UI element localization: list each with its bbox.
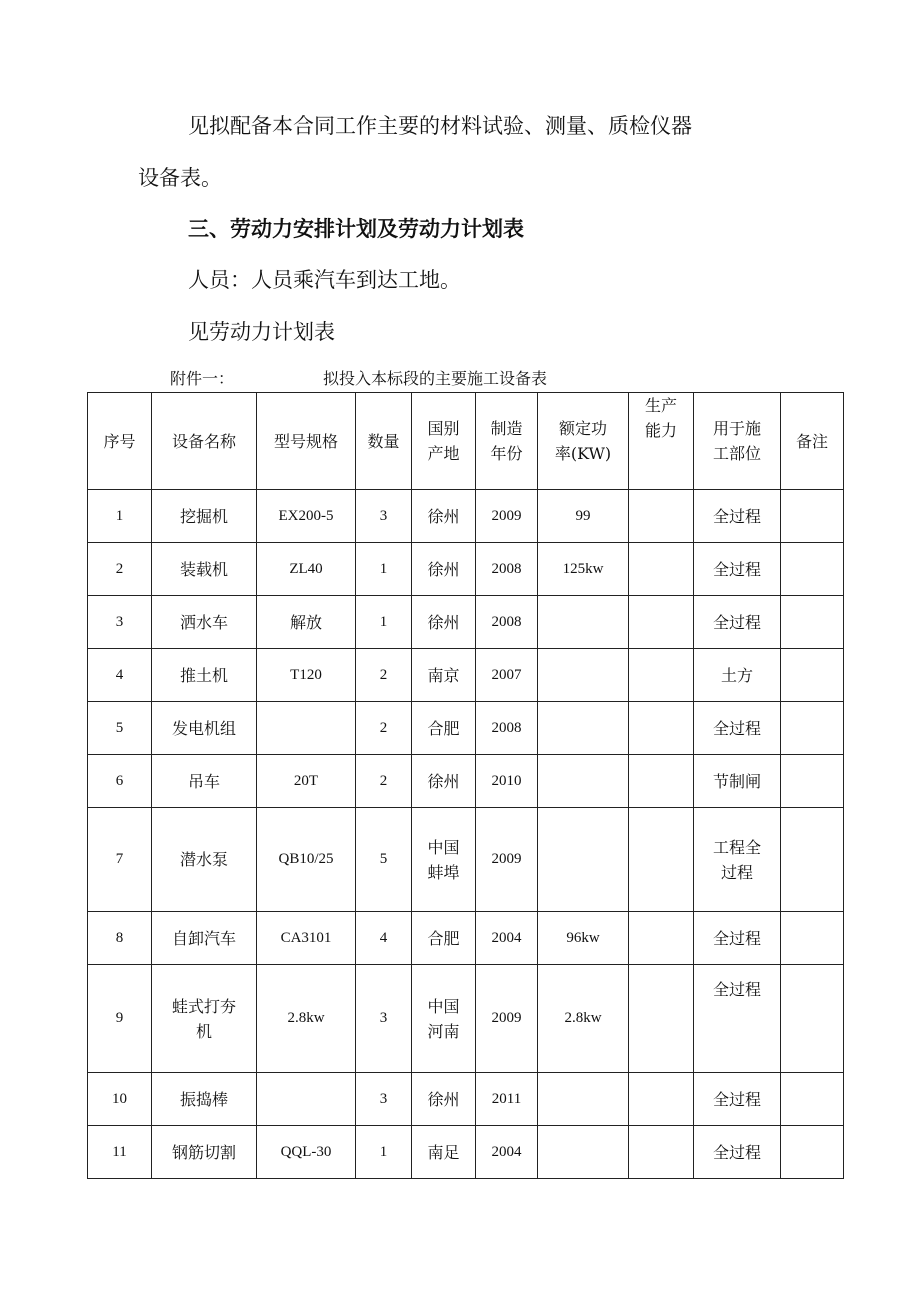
attachment-label: 附件一： xyxy=(170,369,235,388)
cell-model: QB10/25 xyxy=(257,808,356,912)
paragraph-equipment-intro-cont: 设备表。 xyxy=(138,166,222,190)
cell-qty: 2 xyxy=(356,755,412,808)
header-power-l2: 率(KW) xyxy=(554,444,612,463)
cell-name: 吊车 xyxy=(152,755,257,808)
cell-remark xyxy=(781,702,844,755)
cell-name: 钢筋切割 xyxy=(152,1126,257,1179)
header-qty: 数量 xyxy=(356,393,412,490)
header-year xyxy=(476,393,538,490)
cell-usage xyxy=(694,808,781,912)
header-power xyxy=(538,393,629,490)
cell-name: 自卸汽车 xyxy=(152,912,257,965)
cell-no: 7 xyxy=(88,808,152,912)
cell-qty: 3 xyxy=(356,490,412,543)
cell-no: 4 xyxy=(88,649,152,702)
cell-capacity xyxy=(629,755,694,808)
cell-capacity xyxy=(629,912,694,965)
table-row xyxy=(88,490,844,543)
cell-name-l1: 蛙式打夯 xyxy=(171,996,236,1016)
cell-remark xyxy=(781,596,844,649)
header-name: 设备名称 xyxy=(152,393,257,490)
cell-year: 2008 xyxy=(476,543,538,596)
cell-capacity xyxy=(629,490,694,543)
cell-usage: 全过程 xyxy=(694,543,781,596)
cell-power xyxy=(538,1073,629,1126)
cell-usage: 全过程 xyxy=(694,1073,781,1126)
cell-year: 2009 xyxy=(476,965,538,1073)
header-origin xyxy=(412,393,476,490)
cell-usage: 全过程 xyxy=(694,912,781,965)
table-row xyxy=(88,1073,844,1126)
cell-name: 潜水泵 xyxy=(152,808,257,912)
cell-no: 5 xyxy=(88,702,152,755)
cell-model: CA3101 xyxy=(257,912,356,965)
cell-remark xyxy=(781,649,844,702)
header-usage-l2: 工部位 xyxy=(712,444,761,463)
cell-no: 6 xyxy=(88,755,152,808)
cell-origin: 徐州 xyxy=(412,543,476,596)
cell-qty: 1 xyxy=(356,543,412,596)
cell-qty: 3 xyxy=(356,965,412,1073)
cell-name: 洒水车 xyxy=(152,596,257,649)
table-row xyxy=(88,649,844,702)
cell-model: 2.8kw xyxy=(257,965,356,1073)
cell-year: 2004 xyxy=(476,1126,538,1179)
header-year-l1: 制造 xyxy=(490,419,523,438)
cell-no: 2 xyxy=(88,543,152,596)
cell-model: 20T xyxy=(257,755,356,808)
header-capacity-l2: 能力 xyxy=(644,421,677,440)
cell-qty: 4 xyxy=(356,912,412,965)
cell-origin-l2: 河南 xyxy=(427,1021,460,1041)
cell-power: 125kw xyxy=(538,543,629,596)
table-row xyxy=(88,755,844,808)
cell-year: 2008 xyxy=(476,702,538,755)
cell-origin: 合肥 xyxy=(412,702,476,755)
cell-year: 2009 xyxy=(476,490,538,543)
cell-usage: 全过程 xyxy=(694,596,781,649)
cell-usage: 土方 xyxy=(694,649,781,702)
cell-origin-l1: 中国 xyxy=(427,837,460,857)
cell-usage: 全过程 xyxy=(694,702,781,755)
cell-capacity xyxy=(629,543,694,596)
cell-usage: 全过程 xyxy=(694,965,781,1073)
cell-name-l2: 机 xyxy=(195,1021,212,1041)
cell-qty: 1 xyxy=(356,1126,412,1179)
cell-power: 2.8kw xyxy=(538,965,629,1073)
header-origin-l1: 国别 xyxy=(427,419,460,438)
cell-power xyxy=(538,649,629,702)
cell-origin: 南足 xyxy=(412,1126,476,1179)
cell-qty: 3 xyxy=(356,1073,412,1126)
cell-year: 2009 xyxy=(476,808,538,912)
cell-qty: 2 xyxy=(356,702,412,755)
cell-origin: 徐州 xyxy=(412,1073,476,1126)
cell-remark xyxy=(781,543,844,596)
table-row xyxy=(88,912,844,965)
cell-remark xyxy=(781,808,844,912)
cell-model: T120 xyxy=(257,649,356,702)
cell-remark xyxy=(781,755,844,808)
cell-usage-l2: 过程 xyxy=(720,862,753,882)
cell-origin xyxy=(412,808,476,912)
cell-capacity xyxy=(629,596,694,649)
cell-name xyxy=(152,965,257,1073)
cell-usage: 全过程 xyxy=(694,490,781,543)
cell-no: 11 xyxy=(88,1126,152,1179)
header-power-l1: 额定功 xyxy=(558,419,607,438)
cell-no: 10 xyxy=(88,1073,152,1126)
cell-remark xyxy=(781,1073,844,1126)
cell-name: 挖掘机 xyxy=(152,490,257,543)
cell-qty: 5 xyxy=(356,808,412,912)
table-row xyxy=(88,702,844,755)
cell-model: QQL-30 xyxy=(257,1126,356,1179)
cell-qty: 2 xyxy=(356,649,412,702)
cell-power: 96kw xyxy=(538,912,629,965)
cell-usage-l1: 工程全 xyxy=(712,837,761,857)
header-capacity xyxy=(629,393,694,490)
cell-remark xyxy=(781,1126,844,1179)
cell-origin: 南京 xyxy=(412,649,476,702)
header-usage xyxy=(694,393,781,490)
cell-origin xyxy=(412,965,476,1073)
section-heading-labor-plan: 三、劳动力安排计划及劳动力计划表 xyxy=(188,216,524,241)
cell-origin-l2: 蚌埠 xyxy=(427,862,460,882)
cell-no: 9 xyxy=(88,965,152,1073)
cell-model: EX200-5 xyxy=(257,490,356,543)
cell-name: 装载机 xyxy=(152,543,257,596)
equipment-table xyxy=(87,392,844,1179)
cell-name: 振捣棒 xyxy=(152,1073,257,1126)
cell-origin: 徐州 xyxy=(412,596,476,649)
table-row xyxy=(88,1126,844,1179)
table-caption: 拟投入本标段的主要施工设备表 xyxy=(323,369,548,388)
table-row xyxy=(88,965,844,1073)
cell-power xyxy=(538,702,629,755)
header-origin-l2: 产地 xyxy=(427,444,460,463)
cell-usage: 节制闸 xyxy=(694,755,781,808)
cell-power xyxy=(538,596,629,649)
cell-origin-l1: 中国 xyxy=(427,996,460,1016)
cell-capacity xyxy=(629,649,694,702)
paragraph-labor-table-ref: 见劳动力计划表 xyxy=(188,320,335,344)
cell-model: ZL40 xyxy=(257,543,356,596)
cell-model xyxy=(257,1073,356,1126)
cell-power xyxy=(538,755,629,808)
table-header-row xyxy=(88,393,844,490)
paragraph-personnel: 人员：人员乘汽车到达工地。 xyxy=(188,268,461,292)
header-usage-l1: 用于施 xyxy=(712,419,761,438)
cell-power xyxy=(538,808,629,912)
cell-year: 2007 xyxy=(476,649,538,702)
cell-model: 解放 xyxy=(257,596,356,649)
cell-no: 1 xyxy=(88,490,152,543)
cell-year: 2004 xyxy=(476,912,538,965)
cell-capacity xyxy=(629,1073,694,1126)
table-row xyxy=(88,543,844,596)
cell-origin: 徐州 xyxy=(412,490,476,543)
cell-origin: 合肥 xyxy=(412,912,476,965)
cell-no: 3 xyxy=(88,596,152,649)
header-model: 型号规格 xyxy=(257,393,356,490)
cell-no: 8 xyxy=(88,912,152,965)
cell-year: 2010 xyxy=(476,755,538,808)
table-row xyxy=(88,596,844,649)
cell-remark xyxy=(781,912,844,965)
header-remark: 备注 xyxy=(781,393,844,490)
header-capacity-l1: 生产 xyxy=(644,396,677,415)
cell-model xyxy=(257,702,356,755)
cell-capacity xyxy=(629,808,694,912)
cell-capacity xyxy=(629,702,694,755)
cell-name: 推土机 xyxy=(152,649,257,702)
cell-remark xyxy=(781,965,844,1073)
cell-year: 2011 xyxy=(476,1073,538,1126)
cell-name: 发电机组 xyxy=(152,702,257,755)
cell-year: 2008 xyxy=(476,596,538,649)
cell-power: 99 xyxy=(538,490,629,543)
cell-usage: 全过程 xyxy=(694,1126,781,1179)
header-year-l2: 年份 xyxy=(490,444,523,463)
cell-remark xyxy=(781,490,844,543)
paragraph-equipment-intro: 见拟配备本合同工作主要的材料试验、测量、质检仪器 xyxy=(188,114,692,138)
cell-capacity xyxy=(629,965,694,1073)
cell-origin: 徐州 xyxy=(412,755,476,808)
cell-power xyxy=(538,1126,629,1179)
cell-capacity xyxy=(629,1126,694,1179)
cell-qty: 1 xyxy=(356,596,412,649)
table-row xyxy=(88,808,844,912)
header-no: 序号 xyxy=(88,393,152,490)
